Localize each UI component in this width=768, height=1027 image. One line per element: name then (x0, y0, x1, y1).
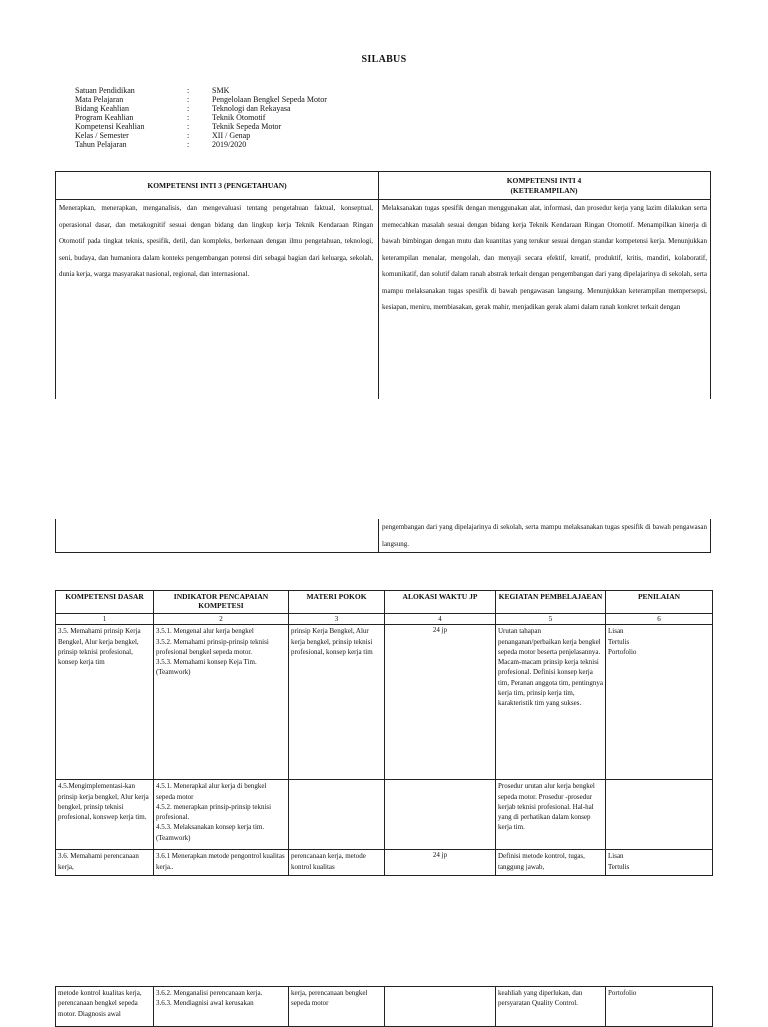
ki4-header-text (507, 176, 582, 196)
cell-indikator: 4.5.1. Menerapkal alur kerja di bengkel sepeda motor 4.5.2. menerapkan prinsip-prinsip teknisi profesional. 4.5.3. Melaksanakan konsep kerja tim. (Teamwork) (154, 780, 289, 850)
kd-table-continued (55, 986, 713, 1027)
cell-materi: perencanaan kerja, metode kontrol kualitas (289, 850, 385, 876)
cell-kegiatan: Prosedur urutan alur kerja bengkel sepeda motor. Prosedur -prosedur kerjab teknisi profesional. Hal-hal yang di perhatikan dalam konsep kerja tim. (496, 780, 606, 850)
kd-header-row (56, 591, 713, 614)
column-number: 1 (56, 614, 154, 625)
cell-kd: 4.5.Mengimplementasi-kan prinsip kerja bengkel, Alur kerja bengkel, prinsip teknisi profesional, konswep kerja tim. (56, 780, 154, 850)
column-number: 4 (385, 614, 496, 625)
info-separator: : (187, 104, 190, 113)
info-label: Mata Pelajaran (75, 95, 124, 104)
ki4-header-line2: (KETERAMPILAN) (510, 185, 578, 195)
info-separator: : (187, 86, 190, 95)
table-row (56, 850, 713, 876)
cell-materi: kerja, perencanaan bengkel sepeda motor (289, 987, 385, 1027)
info-label: Tahun Pelajaran (75, 140, 127, 149)
cell-waktu: 24 jp (385, 625, 496, 780)
cell-kegiatan: keahliah yang diperlukan, dan persyaratan Quality Control. (496, 987, 606, 1027)
info-row (75, 131, 475, 140)
ki4-body-bottom: pengembangan dari yang dipelajarinya di sekolah, serta mampu melaksanakan tugas spesifik di bawah pengawasan langsung. (382, 523, 707, 548)
header-alokasi-waktu: ALOKASI WAKTU JP (385, 591, 496, 614)
info-label: Bidang Keahlian (75, 104, 129, 113)
column-number: 2 (154, 614, 289, 625)
cell-waktu (385, 780, 496, 850)
info-value: SMK (212, 86, 230, 95)
column-number: 5 (496, 614, 606, 625)
cell-kd: metode kontrol kualitas kerja, perencanaan bengkel sepeda motor. Diagnosis awal (56, 987, 154, 1027)
info-row (75, 86, 475, 95)
info-row (75, 95, 475, 104)
info-value: Teknik Otomotif (212, 113, 266, 122)
info-value: Teknologi dan Rekayasa (212, 104, 291, 113)
cell-indikator: 3.5.1. Mengenal alur kerja bengkel 3.5.2. Memahami prinsip-prinsip teknisi profesional bengkel sepeda motor. 3.5.3. Memahami konsep Keja Tim. (Teamwork) (154, 625, 289, 780)
ki4-body-top: Melaksanakan tugas spesifik dengan menggunakan alat, informasi, dan prosedur kerja yang lazim dilakukan serta memecahkan masalah sesuai dengan bidang kerja Teknik Kendaraan Ringan Otomotif. Menampilkan kinerja di bawah bimbingan dengan mutu dan kuantitas yang terukur sesuai dengan standar kompetensi kerja. Menunjukkan keterampilan menalar, mengolah, dan menyaji secara efektif, kreatif, produktif, kritis, mandiri, kolaboratif, komunikatif, dan solutif dalam ranah abstrak terkait dengan pengembangan dari yang dipelajarinya di sekolah, serta mampu melaksanakan tugas spesifik di bawah pengawasan langsung. Menunjukkan keterampilan mempersepsi, kesiapan, meniru, membiasakan, gerak mahir, menjadikan gerak alami dalam ranah konkret terkait dengan (382, 204, 707, 311)
ki4-header-line1: KOMPETENSI INTI 4 (506, 175, 582, 185)
table-row (56, 780, 713, 850)
info-row (75, 104, 475, 113)
info-label: Satuan Pendidikan (75, 86, 135, 95)
cell-materi (289, 780, 385, 850)
info-separator: : (187, 113, 190, 122)
cell-indikator: 3.6.1 Menerapkan metode pengontrol kualitas kerja.. (154, 850, 289, 876)
header-kompetensi-dasar: KOMPETENSI DASAR (56, 591, 154, 614)
info-value: 2019/2020 (212, 140, 247, 149)
cell-kd: 3.6. Memahami perencanaan kerja, (56, 850, 154, 876)
cell-penilaian: Portofolio (606, 987, 713, 1027)
info-separator: : (187, 95, 190, 104)
document-title: SILABUS (361, 54, 407, 65)
cell-indikator: 3.6.2. Menganalisi perencanaan kerja. 3.6.3. Mendiagnisi awal kerusakan (154, 987, 289, 1027)
ki3-body: Menerapkan, menerapkan, menganalisis, dan mengevaluasi tentang pengetahuan faktual, konseptual, operasional dasar, dan metakognitif sesuai dengan bidang dan lingkup kerja Teknik Kendaraan Ringan Otomotif pada tingkat teknis, spesifik, detil, dan kompleks, berkenaan dengan ilmu pengetahuan, teknologi, seni, budaya, dan humaniora dalam konteks pengembangan potensi diri sebagai bagian dari keluarga, sekolah, dunia kerja, warga masyarakat nasional, regional, dan internasional. (59, 204, 373, 278)
cell-waktu: 24 jp (385, 850, 496, 876)
info-separator: : (187, 131, 190, 140)
ki3-header (56, 172, 379, 200)
cell-penilaian: Lisan Tertulis Portofolio (606, 625, 713, 780)
info-value: Pengelolaan Bengkel Sepeda Motor (212, 95, 327, 104)
table-row (56, 625, 713, 780)
info-label: Program Keahlian (75, 113, 134, 122)
cell-penilaian (606, 780, 713, 850)
ki3-header-text: KOMPETENSI INTI 3 (PENGETAHUAN) (147, 180, 287, 190)
cell-materi: prinsip Kerja Bengkel, Alur kerja bengkel, prinsip teknisi profesional, konsep kerja tim (289, 625, 385, 780)
info-label: Kompetensi Keahlian (75, 122, 145, 131)
header-indikator: INDIKATOR PENCAPAIAN KOMPETESI (154, 591, 289, 614)
header-kegiatan: KEGIATAN PEMBELAJAEAN (496, 591, 606, 614)
cell-kegiatan: Definisi metode kontrol, tugas, tanggung jawab, (496, 850, 606, 876)
cell-waktu (385, 987, 496, 1027)
info-row (75, 140, 475, 149)
info-separator: : (187, 140, 190, 149)
info-separator: : (187, 122, 190, 131)
cell-kd: 3.5. Memahami prinsip Kerja Bengkel, Alur kerja bengkel, prinsip teknisi profesional, konsep kerja tim (56, 625, 154, 780)
cell-kegiatan: Urutan tahapan penanganan/perbaikan kerja bengkel sepeda motor beserta penjelasannya. Macam-macam prinsip kerja teknisi profesional. Definisi konsep kerja tim, Peranan anggota tim, pentingnya kerja tim, prinsip kerja tim, karakteristik tim yang sukses. (496, 625, 606, 780)
kd-number-row (56, 614, 713, 625)
ki4-header (378, 172, 710, 200)
kd-table (55, 590, 713, 876)
column-number: 3 (289, 614, 385, 625)
info-row (75, 113, 475, 122)
table-row (56, 987, 713, 1027)
info-row (75, 122, 475, 131)
column-number: 6 (606, 614, 713, 625)
header-materi-pokok: MATERI POKOK (289, 591, 385, 614)
info-label: Kelas / Semester (75, 131, 129, 140)
info-value: Teknik Sepeda Motor (212, 122, 282, 131)
header-penilaian: PENILAIAN (606, 591, 713, 614)
cell-penilaian: Lisan Tertulis (606, 850, 713, 876)
page-break-gap (0, 399, 768, 519)
info-value: XII / Genap (212, 131, 251, 140)
